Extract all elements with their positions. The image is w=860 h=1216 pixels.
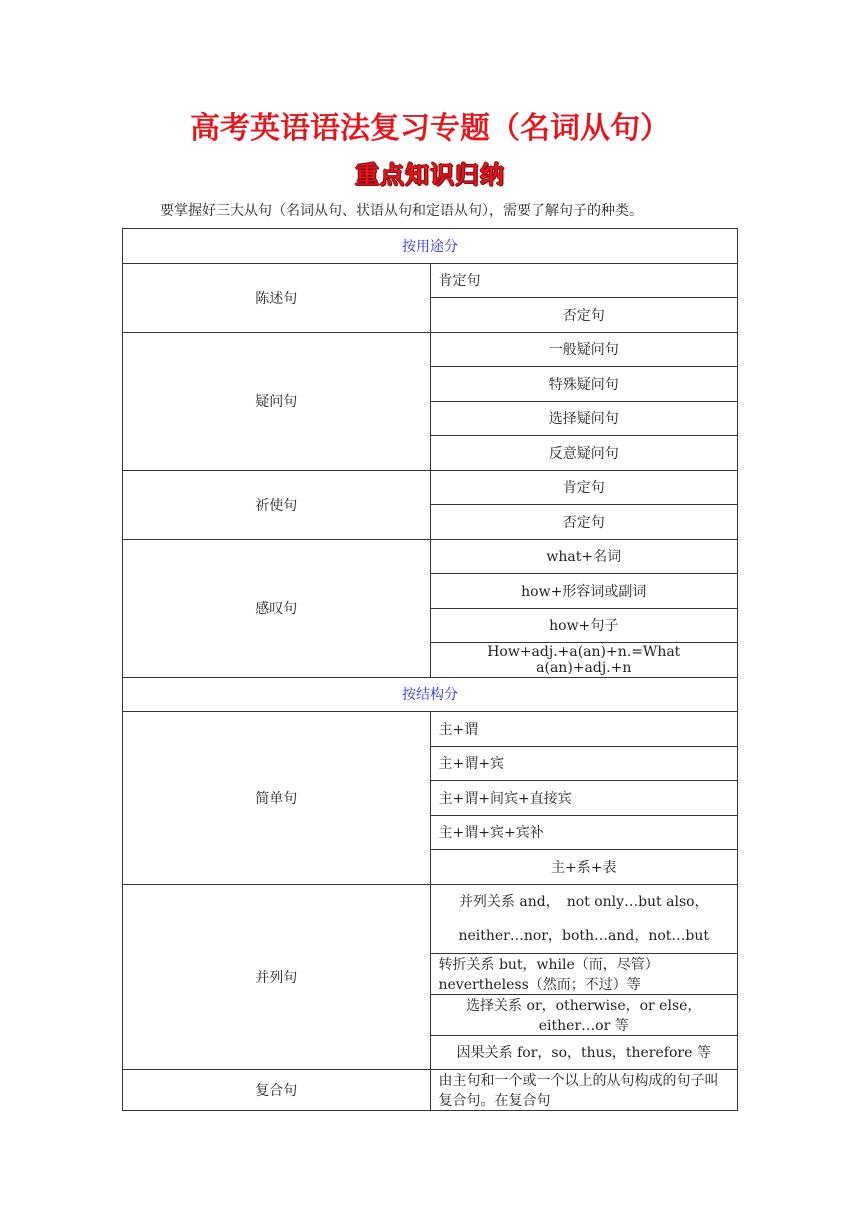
table-row (123, 1070, 738, 1111)
table-cell: 主+谓+宾 (430, 746, 738, 781)
document-title: 高考英语语法复习专题（名词从句） (190, 111, 670, 146)
table-cell: 主+谓+间宾+直接宾 (430, 781, 738, 816)
category-compound: 并列句 (123, 884, 431, 1070)
table-cell: 肯定句 (430, 263, 738, 298)
table-row (123, 712, 738, 747)
table-row (123, 884, 738, 953)
table-row (123, 229, 738, 264)
table-cell: 选择疑问句 (430, 401, 738, 436)
table-cell: 转折关系 but，while（而，尽管）nevertheless（然而；不过）等 (430, 953, 738, 994)
intro-text: 要掌握好三大从句（名词从句、状语从句和定语从句），需要了解句子的种类。 (160, 203, 643, 219)
table-cell: what+名词 (430, 539, 738, 574)
category-complex: 复合句 (123, 1070, 431, 1111)
category-simple: 简单句 (123, 712, 431, 885)
table-cell: 反意疑问句 (430, 436, 738, 471)
category-imperative: 祈使句 (123, 470, 431, 539)
table-cell: How+adj.+a(an)+n.=What a(an)+adj.+n (430, 643, 738, 678)
table-row (123, 332, 738, 367)
table-cell: 特殊疑问句 (430, 367, 738, 402)
table-cell: 否定句 (430, 298, 738, 333)
category-interrogative: 疑问句 (123, 332, 431, 470)
section-header-by-structure: 按结构分 (123, 677, 738, 712)
table-cell: 主+谓 (430, 712, 738, 747)
category-exclamatory: 感叹句 (123, 539, 431, 677)
table-row (123, 470, 738, 505)
table-cell: how+形容词或副词 (430, 574, 738, 609)
table-cell: 并列关系 and， not only…but also，neither…nor，both…and，not…but (430, 884, 738, 953)
table-cell: 由主句和一个或一个以上的从句构成的句子叫复合句。在复合句 (430, 1070, 738, 1111)
table-cell: 一般疑问句 (430, 332, 738, 367)
table-cell: 主+系+表 (430, 850, 738, 885)
table-row (123, 677, 738, 712)
table-cell: 主+谓+宾+宾补 (430, 815, 738, 850)
sentence-types-table (122, 228, 738, 1111)
table-row (123, 539, 738, 574)
table-cell: how+句子 (430, 608, 738, 643)
table-cell: 否定句 (430, 505, 738, 540)
table-cell: 选择关系 or，otherwise，or else，either…or 等 (430, 994, 738, 1035)
table-row (123, 263, 738, 298)
table-cell: 肯定句 (430, 470, 738, 505)
section-header-by-use: 按用途分 (123, 229, 738, 264)
category-declarative: 陈述句 (123, 263, 431, 332)
table-cell: 因果关系 for，so，thus，therefore 等 (430, 1035, 738, 1070)
document-subtitle: 重点知识归纳 (355, 161, 505, 189)
